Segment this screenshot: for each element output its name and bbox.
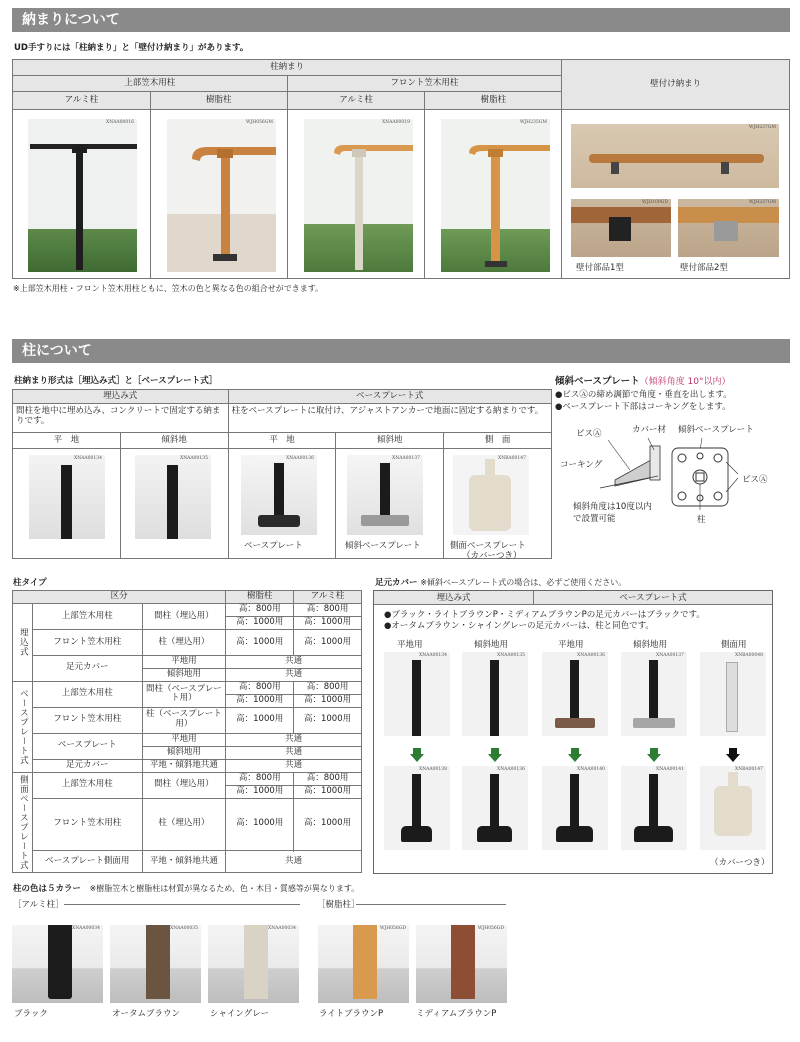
table-cell: 高：1000用 <box>226 785 294 798</box>
f-c-slope2: 傾斜地用 <box>633 640 668 650</box>
table-cell: 高：800用 <box>294 681 362 694</box>
arrow-4 <box>647 748 661 762</box>
slope-bullet1: ●ビスⒶの締め調節で角度・垂直を出します。 <box>555 390 732 400</box>
photo-wall-part1: WJH109GD <box>571 199 671 257</box>
table-cell: 高：1000用 <box>226 616 294 629</box>
f-bot-2: XNAA00136 <box>462 766 528 850</box>
h-embed: 埋込み式 <box>13 390 229 404</box>
table-cell: 間柱（埋込用） <box>142 604 226 630</box>
table-cell: 共通 <box>226 668 362 681</box>
swatch-autumn: XNAA00035 <box>110 925 201 1003</box>
section-header-hashira: 柱について <box>12 339 790 363</box>
f-top-2: XNAA00135 <box>462 652 528 736</box>
table-cell: 高：800用 <box>294 604 362 617</box>
name-shine: シャイングレー <box>210 1009 270 1019</box>
c-slope: 傾斜地 <box>120 433 228 449</box>
table-cell: 高：800用 <box>226 772 294 785</box>
types-title: 柱タイプ <box>13 578 47 588</box>
table-cell: フロント笠木用柱 <box>32 798 142 850</box>
f-top-3: XNAA00136 <box>542 652 608 736</box>
f-bot-4: XNAA00141 <box>621 766 687 850</box>
f-c-side: 側面用 <box>721 640 747 650</box>
cap-slopebase: 傾斜ベースプレート <box>345 541 421 551</box>
dg-screw: ビスⒶ <box>576 429 602 439</box>
th-kubun: 区分 <box>13 591 226 604</box>
h-wall: 壁付け納まり <box>562 60 790 110</box>
table-cell: 共通 <box>226 759 362 772</box>
resin-rule <box>356 904 506 905</box>
table-cell: 上部笠木用柱 <box>32 681 142 707</box>
swatch-shine: XNAA00034 <box>208 925 299 1003</box>
table-cell: 柱（埋込用） <box>142 629 226 655</box>
table-cell: ベースプレート <box>32 733 142 759</box>
table-cell: 平地用 <box>142 655 226 668</box>
table-cell: ベースプレート側面用 <box>32 851 142 873</box>
photo-resin-upper: WJH056GM <box>167 119 276 272</box>
alu-rule <box>64 904 300 905</box>
g-embed: 埋込式 <box>13 604 33 682</box>
table-cell: 柱（埋込用） <box>142 798 226 850</box>
m-photo-side: XNBA00147 <box>453 455 529 535</box>
table-cell: 柱（ベースプレート用） <box>142 707 226 733</box>
photo-alu-upper: XNAA00016 <box>28 119 137 272</box>
swatch-autumn-post <box>146 925 170 999</box>
table-cell: 高：800用 <box>226 681 294 694</box>
table-cell: 高：1000用 <box>294 785 362 798</box>
footnote: ※上部笠木用柱・フロント笠木用柱ともに、笠木の色と異なる色の組合せができます。 <box>13 284 324 293</box>
table-cell: 間柱（ベースプレート用） <box>142 681 226 707</box>
dg-angle2: で設置可能 <box>573 514 616 524</box>
table-cell: フロント笠木用柱 <box>32 707 142 733</box>
table-cell: 共通 <box>226 733 362 746</box>
c-flat: 平 地 <box>13 433 121 449</box>
table-cell: 傾斜地用 <box>142 746 226 759</box>
m-photo-slope: XNAA00135 <box>135 455 211 539</box>
table-cell: 足元カバー <box>32 759 142 772</box>
h-base: ベースプレート式 <box>228 390 551 404</box>
f-top-4: XNAA00137 <box>621 652 687 736</box>
desc-base: 柱をベースプレートに取付け、アジャストアンカーで地面に固定する納まりです。 <box>228 404 551 433</box>
dg-angle1: 傾斜角度は10度以内 <box>573 502 652 512</box>
f-c-flat2: 平地用 <box>558 640 584 650</box>
swatch-shine-post <box>244 925 268 999</box>
table-cell: 足元カバー <box>32 655 142 681</box>
name-autumn: オータムブラウン <box>112 1009 181 1019</box>
table-cell: 平地用 <box>142 733 226 746</box>
arrow-2 <box>488 748 502 762</box>
table-cell: 高：1000用 <box>294 798 362 850</box>
table-cell: 間柱（埋込用） <box>142 772 226 798</box>
table-cell: フロント笠木用柱 <box>32 629 142 655</box>
foot-title: 足元カバー ※傾斜ベースプレート式の場合は、必ずご使用ください。 <box>375 578 627 588</box>
m-photo-flat: XNAA00134 <box>29 455 105 539</box>
intro-text: UD手すりには「柱納まり」と「壁付け納まり」があります。 <box>14 43 249 53</box>
table-cell: 傾斜地用 <box>142 668 226 681</box>
table-cell: 平地・傾斜地共通 <box>142 851 226 873</box>
table-cell: 高：1000用 <box>294 694 362 707</box>
table-cell: 高：1000用 <box>294 616 362 629</box>
f-top-5: XNBA00048 <box>700 652 766 736</box>
name-black: ブラック <box>14 1009 48 1019</box>
table-cell: 共通 <box>226 655 362 668</box>
table-cell: 高：1000用 <box>226 694 294 707</box>
table-cell: 高：1000用 <box>226 798 294 850</box>
f-c-flat: 平地用 <box>397 640 423 650</box>
table-cell: 上部笠木用柱 <box>32 772 142 798</box>
m-photo-base: XNAA00136 <box>241 455 317 535</box>
g-side: 側面ベースプレート式 <box>13 772 33 872</box>
table-cell: 高：1000用 <box>294 707 362 733</box>
h-post: 柱納まり <box>13 60 562 76</box>
c-side: 側 面 <box>444 433 552 449</box>
f-bot-3: XNAA00140 <box>542 766 608 850</box>
cap-side1: 側面ベースプレート <box>450 541 526 551</box>
photo-alu-front: XNAA00019 <box>304 119 413 272</box>
cap-side2: （カバーつき） <box>462 551 522 561</box>
table-cell: 高：800用 <box>294 772 362 785</box>
photo-resin-front: WJH235GM <box>441 119 550 272</box>
g-base: ベースプレート式 <box>13 681 33 772</box>
dg-cover: カバー材 <box>632 425 667 435</box>
th-alu: アルミ柱 <box>294 591 362 604</box>
swatch-black: XNAA00034 <box>12 925 103 1003</box>
c-slope2: 傾斜地 <box>336 433 444 449</box>
dg-slopeplate: 傾斜ベースプレート <box>678 425 754 435</box>
name-lightbrown: ライトブラウンP <box>319 1009 384 1019</box>
f-top-1: XNAA00134 <box>384 652 450 736</box>
table-cell: 高：1000用 <box>294 629 362 655</box>
arrow-5 <box>726 748 740 762</box>
arrow-3 <box>568 748 582 762</box>
swatch-lightbrown-post <box>353 925 377 999</box>
h-alu2: アルミ柱 <box>287 92 425 110</box>
h-alu1: アルミ柱 <box>13 92 151 110</box>
foot-box: 埋込み式 ベースプレート式 ●ブラック・ライトブラウンP・ミディアムブラウンPの足元カバーはブラックです。 ●オータムブラウン・シャイングレーの足元カバーは、柱と同色です。 <box>373 590 773 874</box>
th-resin: 樹脂柱 <box>226 591 294 604</box>
colors-title: 柱の色は５カラー ※樹脂笠木と樹脂柱は材質が異なるため、色・木目・質感等が異なります。 <box>13 884 360 894</box>
f-bot-5: XNBA00147 <box>700 766 766 850</box>
f-bot-1: XNAA00138 <box>384 766 450 850</box>
m-photo-slopebase: XNAA00137 <box>347 455 423 535</box>
c-flat2: 平 地 <box>228 433 336 449</box>
cap-base: ベースプレート <box>244 541 303 551</box>
table-cell: 共通 <box>226 746 362 759</box>
dg-post: 柱 <box>697 515 706 525</box>
types-table <box>12 590 362 873</box>
f-c-slope: 傾斜地用 <box>474 640 509 650</box>
swatch-lightbrown: WJH056GD <box>318 925 409 1003</box>
table-cell: 上部笠木用柱 <box>32 604 142 630</box>
swatch-mediumbrown-post <box>451 925 475 999</box>
cap-wall1: 壁付部品1型 <box>576 263 624 273</box>
cap-wall2: 壁付部品2型 <box>680 263 728 273</box>
table-cell: 平地・傾斜地共通 <box>142 759 226 772</box>
h-resin2: 樹脂柱 <box>425 92 562 110</box>
table-cell: 高：800用 <box>226 604 294 617</box>
section-header-osamari: 納まりについて <box>12 8 790 32</box>
table-cell: 高：1000用 <box>226 629 294 655</box>
slope-title: 傾斜ベースプレート（傾斜角度 10°以内） <box>555 376 731 387</box>
table-cell: 高：1000用 <box>226 707 294 733</box>
slope-bullet2: ●ベースプレート下部はコーキングをします。 <box>555 402 731 412</box>
swatch-black-post <box>48 925 72 999</box>
photo-wall-main: WJH237GM <box>571 124 779 188</box>
h-resin1: 樹脂柱 <box>150 92 287 110</box>
h-front: フロント笠木用柱 <box>287 76 562 92</box>
name-mediumbrown: ミディアムブラウンP <box>416 1009 497 1019</box>
dg-caulk: コーキング <box>560 460 603 470</box>
swatch-mediumbrown: WJH056GD <box>416 925 507 1003</box>
table-cell: 共通 <box>226 851 362 873</box>
f-cap-side: （カバーつき） <box>710 858 770 868</box>
dg-screw2: ビスⒶ <box>742 475 768 485</box>
colors-alu: ［アルミ柱］ <box>13 900 64 910</box>
lead-text: 柱納まり形式は［埋込み式］と［ベースプレート式］ <box>14 376 218 386</box>
colors-resin: ［樹脂柱］ <box>317 900 360 910</box>
h-upper: 上部笠木用柱 <box>13 76 288 92</box>
desc-embed: 間柱を地中に埋め込み、コンクリートで固定する納まりです。 <box>13 404 229 433</box>
arrow-1 <box>410 748 424 762</box>
photo-wall-part2: WJH237GM <box>678 199 779 257</box>
